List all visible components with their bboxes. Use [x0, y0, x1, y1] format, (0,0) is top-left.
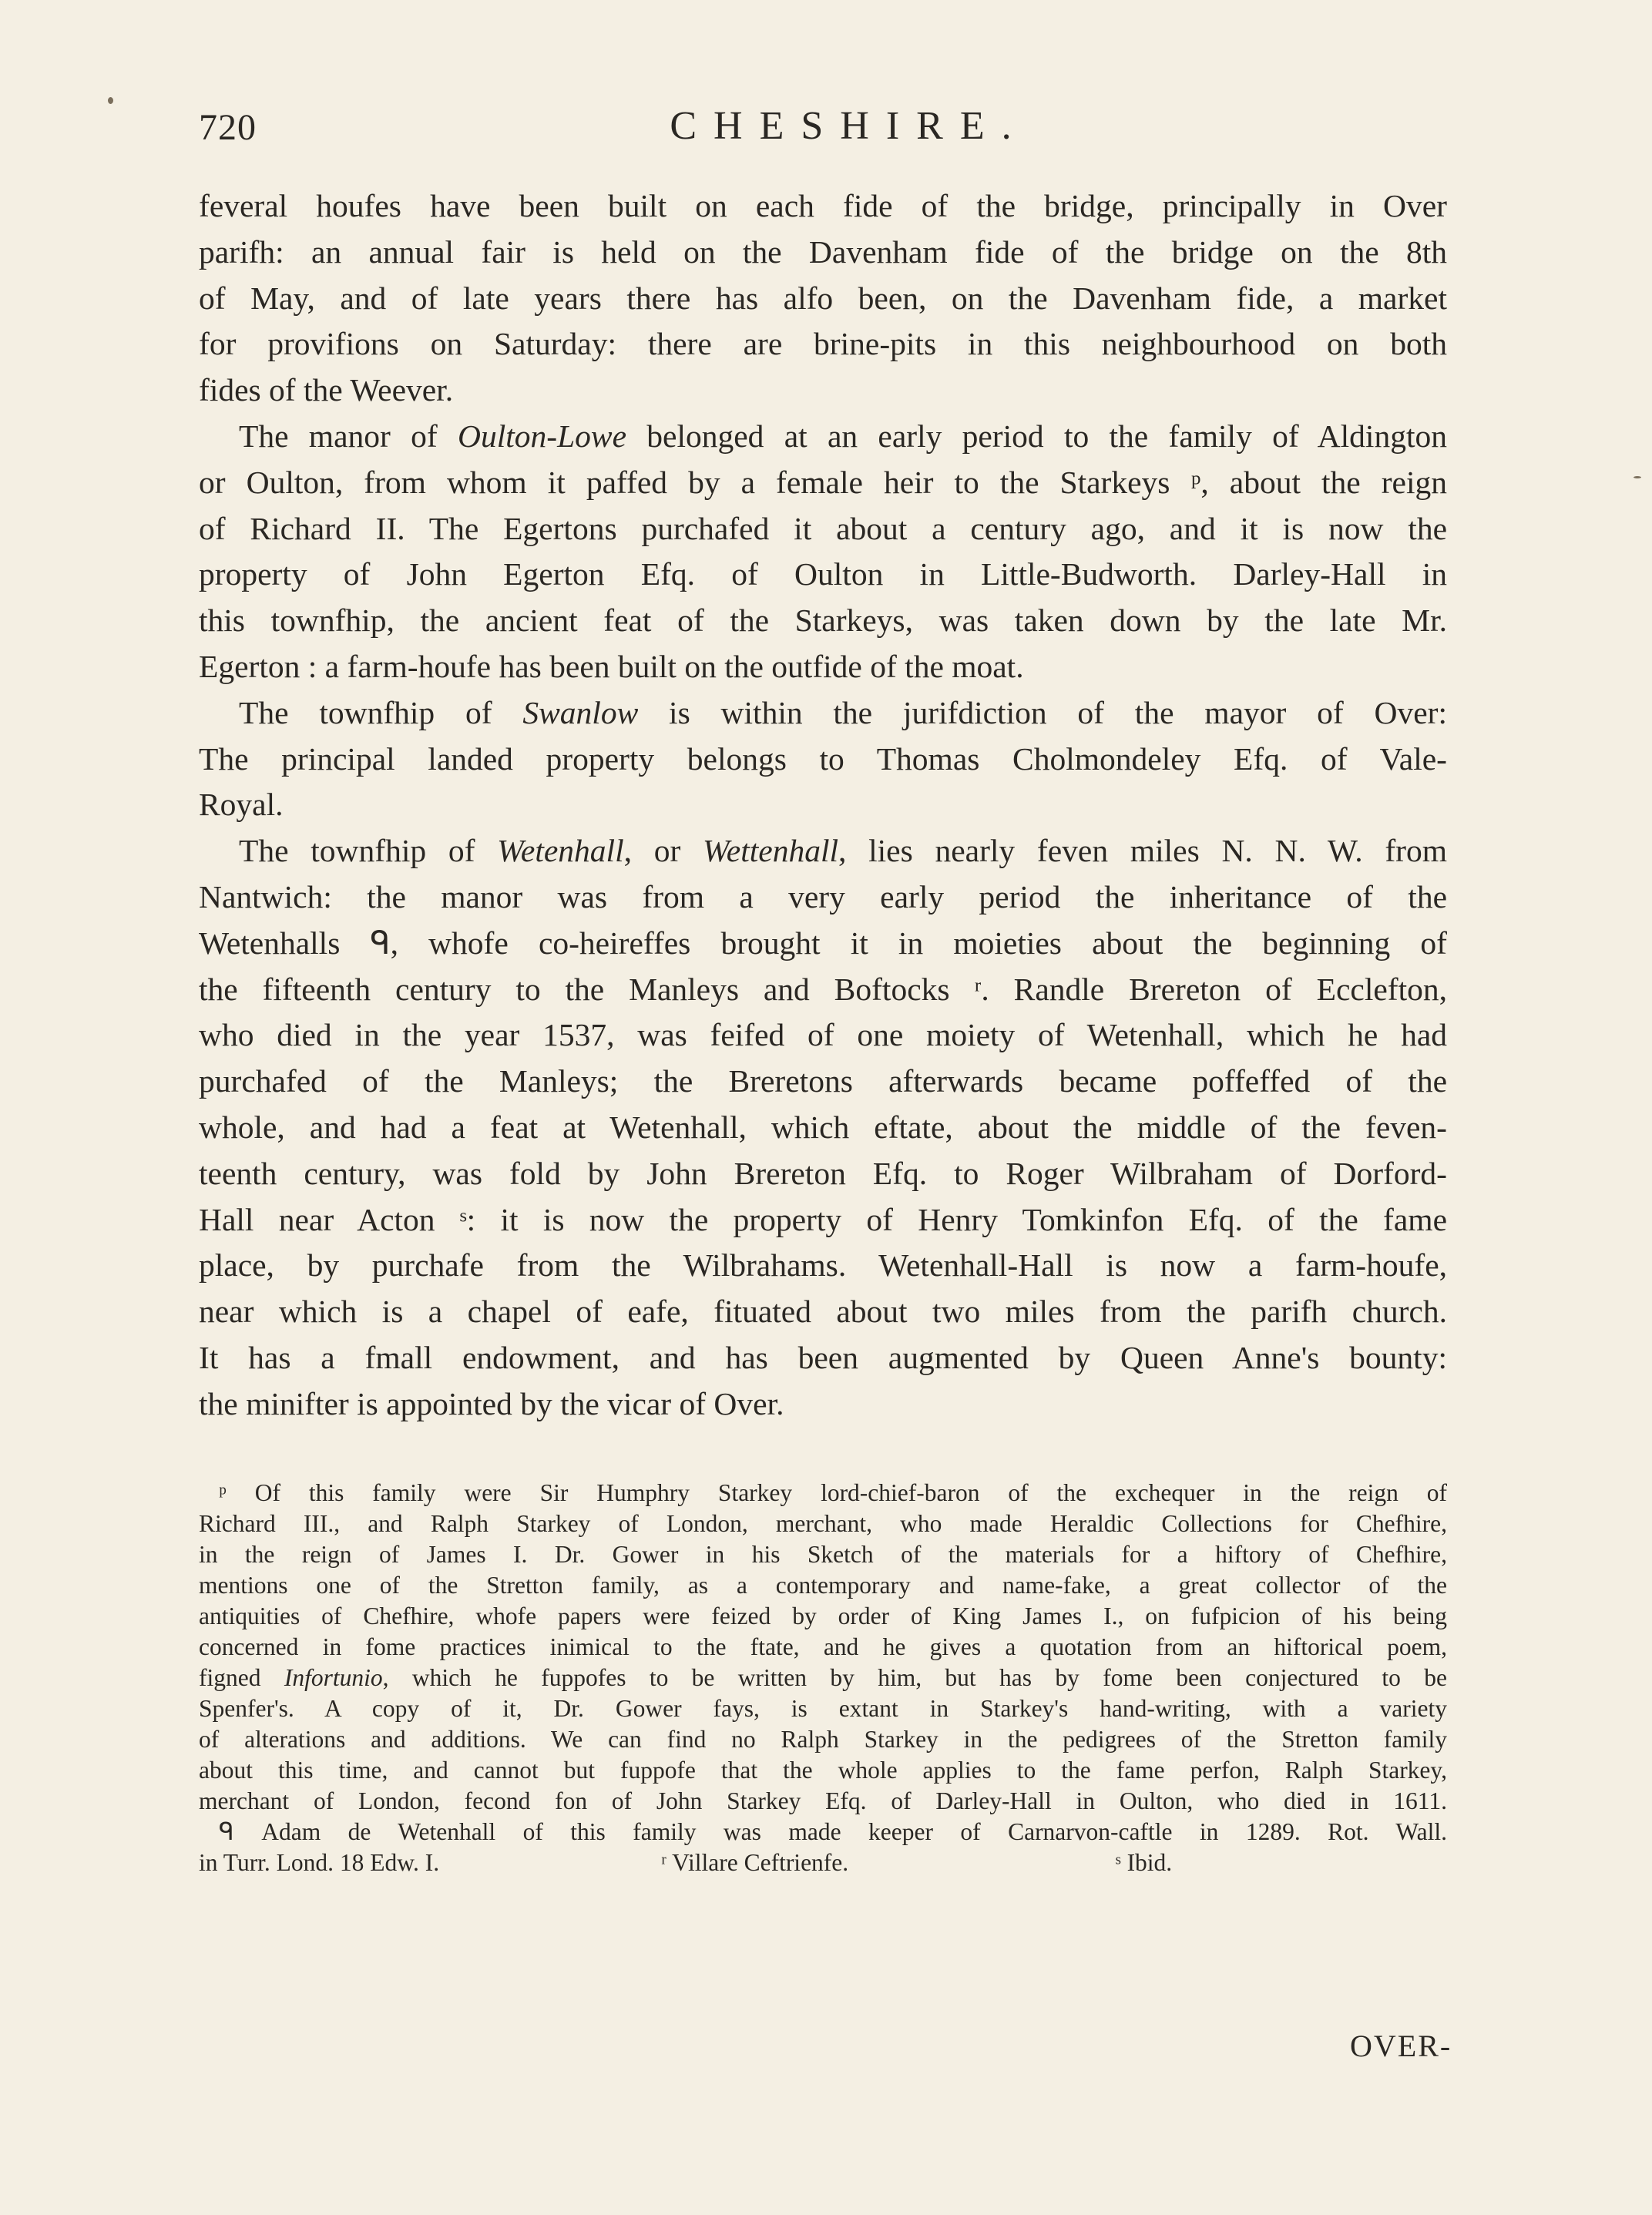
footnote-line: [199, 1570, 1447, 1601]
body-line: [199, 1012, 1447, 1059]
text-run: mentions one of the Stretton family, as a contemporary and name-fake, a great collector of the: [199, 1572, 1447, 1599]
text-run: belonged at an early period to the family of Aldington: [626, 418, 1447, 454]
body-line: [199, 782, 1447, 828]
text-run: near which is a chapel of eafe, fituated about two miles from the parifh church.: [199, 1294, 1447, 1330]
body-line: [199, 552, 1447, 598]
body-line: [199, 874, 1447, 921]
italic-place-name: Swanlow: [522, 694, 639, 730]
text-run: Wetenhalls ᑫ, whofe co-heireffes brought it in moieties about the beginning of: [199, 925, 1447, 961]
text-run: in the reign of James I. Dr. Gower in his Sketch of the materials for a hiftory of Chefhire,: [199, 1541, 1447, 1568]
ink-speck: [1634, 476, 1641, 478]
text-run: Royal.: [199, 787, 284, 823]
footnote-segment: ʳ Villare Ceftrienfe.: [661, 1849, 849, 1876]
text-run: the minifter is appointed by the vicar of Over.: [199, 1385, 784, 1421]
text-run: Egerton : a farm-houfe has been built on the outfide of the moat.: [199, 648, 1024, 684]
text-run: The principal landed property belongs to Thomas Cholmondeley Efq. of Vale-: [199, 740, 1447, 777]
footnote-line: [199, 1755, 1447, 1786]
body-line: [199, 1381, 1447, 1428]
body-line: [199, 644, 1447, 690]
text-run: Richard III., and Ralph Starkey of London, merchant, who made Heraldic Collections for Chefhire,: [199, 1510, 1447, 1537]
text-run: It has a fmall endowment, and has been augmented by Queen Anne's bounty:: [199, 1339, 1447, 1375]
italic-place-name: Wetenhall: [497, 833, 624, 869]
text-run: for provifions on Saturday: there are brine-pits in this neighbourhood on both: [199, 326, 1447, 362]
text-run: The townfhip of: [239, 694, 523, 730]
footnote-segment: ˢ Ibid.: [1116, 1849, 1173, 1876]
text-run: or Oulton, from whom it paffed by a female heir to the Starkeys ᵖ, about the reign: [199, 464, 1447, 500]
body-line: [199, 598, 1447, 644]
footnote-line: [199, 1478, 1447, 1509]
footnote-line: [199, 1848, 1447, 1878]
body-line: [199, 1197, 1447, 1243]
text-run: The townfhip of: [239, 833, 498, 869]
text-run: is within the jurifdiction of the mayor of Over:: [638, 694, 1447, 730]
body-line: [199, 183, 1447, 230]
text-run: this townfhip, the ancient feat of the Starkeys, was taken down by the late Mr.: [199, 602, 1447, 639]
body-line: [199, 1059, 1447, 1105]
text-run: , lies nearly feven miles N. N. W. from: [838, 833, 1447, 869]
body-line: [199, 828, 1447, 874]
footnote-line: [199, 1663, 1447, 1693]
text-run: Hall near Acton ˢ: it is now the property of Henry Tomkinfon Efq. of the fame: [199, 1201, 1447, 1237]
text-run: Spenfer's. A copy of it, Dr. Gower fays, is extant in Starkey's hand-writing, with a variety: [199, 1695, 1447, 1722]
italic-place-name: Oulton-Lowe: [457, 418, 627, 454]
text-run: ᵖ Of this family were Sir Humphry Starkey lord-chief-baron of the exchequer in the reign of: [219, 1479, 1447, 1506]
text-run: concerned in fome practices inimical to the ftate, and he gives a quotation from an hiftorical poem,: [199, 1633, 1447, 1660]
body-line: [199, 1151, 1447, 1197]
main-body-text: [199, 183, 1447, 1428]
text-run: who died in the year 1537, was feifed of one moiety of Wetenhall, which he had: [199, 1017, 1447, 1053]
italic-place-name: Infortunio: [284, 1664, 383, 1691]
text-run: teenth century, was fold by John Brereton Efq. to Roger Wilbraham of Dorford-: [199, 1155, 1447, 1191]
text-run: parifh: an annual fair is held on the Davenham fide of the bridge on the 8th: [199, 233, 1447, 270]
text-run: of alterations and additions. We can find no Ralph Starkey in the pedigrees of the Stretton family: [199, 1726, 1447, 1753]
running-head-title: CHESHIRE.: [670, 104, 1029, 148]
body-line: [199, 967, 1447, 1013]
text-run: Nantwich: the manor was from a very early period the inheritance of the: [199, 878, 1447, 915]
text-run: ᑫ Adam de Wetenhall of this family was made keeper of Carnarvon-caftle in 1289. Rot. Wall.: [219, 1818, 1447, 1845]
text-run: of Richard II. The Egertons purchafed it about a century ago, and it is now the: [199, 510, 1447, 546]
text-run: merchant of London, fecond fon of John Starkey Efq. of Darley-Hall in Oulton, who died in 1611.: [199, 1787, 1447, 1814]
footnote-line: [199, 1817, 1447, 1848]
body-line: [199, 414, 1447, 460]
footnotes-block: [199, 1478, 1447, 1878]
body-line: [199, 1105, 1447, 1151]
footnote-line: [199, 1724, 1447, 1755]
text-run: the fifteenth century to the Manleys and Boftocks ʳ. Randle Brereton of Ecclefton,: [199, 971, 1447, 1007]
page-number: 720: [199, 107, 257, 148]
body-line: [199, 737, 1447, 783]
text-run: of May, and of late years there has alfo been, on the Davenham fide, a market: [199, 280, 1447, 316]
body-line: [199, 690, 1447, 737]
text-run: feveral houfes have been built on each fide of the bridge, principally in Over: [199, 188, 1447, 223]
footnote-segment: in Turr. Lond. 18 Edw. I.: [199, 1849, 440, 1876]
body-line: [199, 1243, 1447, 1289]
body-line: [199, 460, 1447, 506]
body-line: [199, 367, 1447, 414]
body-line: [199, 321, 1447, 367]
body-line: [199, 230, 1447, 276]
text-run: figned: [199, 1664, 284, 1691]
text-run: place, by purchafe from the Wilbrahams. Wetenhall-Hall is now a farm-houfe,: [199, 1247, 1447, 1284]
footnote-line: [199, 1509, 1447, 1539]
ink-speck: [108, 97, 113, 104]
body-line: [199, 1335, 1447, 1381]
text-run: whole, and had a feat at Wetenhall, which eftate, about the middle of the feven-: [199, 1109, 1447, 1145]
body-line: [199, 506, 1447, 552]
body-line: [199, 276, 1447, 322]
body-line: [199, 1289, 1447, 1335]
footnote-line: [199, 1539, 1447, 1570]
text-run: property of John Egerton Efq. of Oulton in Little-Budworth. Darley-Hall in: [199, 556, 1447, 592]
text-run: about this time, and cannot but fuppofe that the whole applies to the fame perfon, Ralph Starkey,: [199, 1757, 1447, 1784]
body-line: [199, 921, 1447, 967]
catchword: OVER-: [1350, 2029, 1452, 2063]
footnote-line: [199, 1601, 1447, 1632]
italic-place-name: Wettenhall: [703, 833, 839, 869]
text-run: fides of the Weever.: [199, 372, 454, 408]
footnote-line: [199, 1693, 1447, 1724]
footnote-line: [199, 1632, 1447, 1663]
text-run: The manor of: [239, 418, 458, 454]
footnote-line: [199, 1786, 1447, 1817]
text-run: , or: [623, 833, 703, 869]
text-run: , which he fuppofes to be written by him, but has by fome been conjectured to be: [382, 1664, 1447, 1691]
text-run: purchafed of the Manleys; the Breretons afterwards became poffeffed of the: [199, 1063, 1447, 1099]
text-run: antiquities of Chefhire, whofe papers were feized by order of King James I., on fufpicion of his being: [199, 1603, 1447, 1629]
